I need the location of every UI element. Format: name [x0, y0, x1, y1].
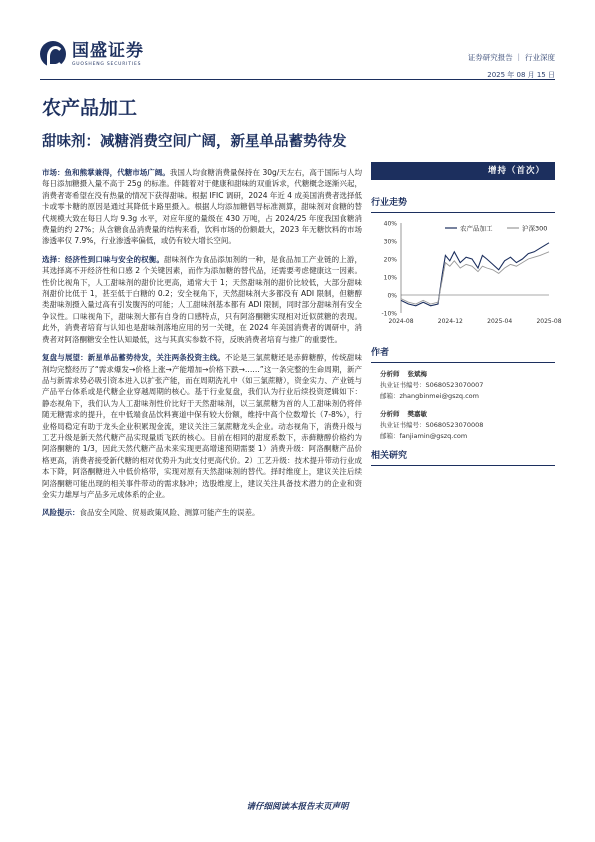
- report-type: 证券研究报告 ｜ 行业深度: [467, 53, 555, 62]
- analyst-1-role: [371, 369, 555, 380]
- analyst-email[interactable]: zhangbinmei@gszq.com: [399, 391, 479, 400]
- cert-number: S0680523070008: [425, 421, 484, 430]
- rating-badge: 增持（首次）: [371, 162, 555, 180]
- analyst-2-email: [371, 431, 555, 442]
- series-line-1: [401, 243, 549, 306]
- paragraph-selection: [42, 254, 362, 345]
- x-tick-label: 2024-12: [437, 318, 463, 325]
- logo-icon: [40, 41, 66, 67]
- header-divider: [40, 79, 555, 80]
- analyst-2-cert: [371, 420, 555, 431]
- paragraph-risk: [42, 507, 362, 518]
- cert-number: S0680523070007: [425, 380, 484, 389]
- paragraph-lead: 选择：经济性到口味与安全的权衡。: [42, 254, 164, 264]
- trend-chart: [371, 217, 562, 331]
- trend-title: 行业走势: [371, 195, 555, 213]
- paragraph-text: 食品安全风险、贸易政策风险、测算可能产生的误差。: [79, 508, 260, 518]
- x-tick-label: 2025-04: [487, 318, 513, 325]
- x-tick-label: 2025-08: [536, 318, 562, 325]
- x-tick-label: 2024-08: [388, 318, 414, 325]
- analyst-title: 作者: [371, 345, 555, 363]
- paragraph-market: [42, 167, 362, 247]
- logo-cn: 国盛证券: [72, 40, 144, 61]
- email-label: 邮箱：: [380, 431, 400, 440]
- y-tick-label: 40%: [383, 220, 397, 228]
- analyst-email[interactable]: fanjiamin@gszq.com: [399, 431, 468, 440]
- cert-label: 执业证书编号：: [380, 380, 426, 389]
- report-headline: 甜味剂：减糖消费空间广阔，新星单品蓄势待发: [42, 133, 347, 150]
- brand-logo: [40, 41, 144, 67]
- paragraph-lead: 复盘与展望：新星单品蓄势待发，关注两条投资主线。: [42, 353, 225, 363]
- logo-en: GUOSHENG SECURITIES: [72, 61, 142, 67]
- footer-disclaimer: 请仔细阅读本报告末页声明: [246, 802, 349, 812]
- series-line-2: [401, 252, 549, 304]
- y-tick-label: 10%: [383, 274, 397, 282]
- related-title: 相关研究: [371, 448, 555, 466]
- industry-title: 农产品加工: [42, 97, 138, 119]
- y-tick-label: 30%: [383, 238, 397, 246]
- legend-label: 农产品加工: [460, 224, 493, 233]
- y-tick-label: 20%: [383, 256, 397, 264]
- paragraph-text: 我国人均食糖消费量保持在 30g/天左右，高于国际与人均每日添加糖摄入量不高于 25g 的标准。伴随着对于健康和甜味的双重诉求，代糖概念逐渐兴起，消费者寄希望在没有热量的情况下获得甜味。根据 IFIC 调研，2024 年近 4 成美国消费者选择低卡或零卡糖的原因是通过其降低卡路里摄入。根据人均添加糖倡导标准测算，甜味剂对食糖的替代规模大致在每日人均 9.3g 水平，对应年度的量级在 430 万吨，占 2024/25 年度我国食糖消费量的约 27%；从含糖食品消费量的结构来看，饮料市场的份额最大，2023 年无糖饮料的市场渗透率仅 7.9%，行业渗透率偏低，或仍有较大增长空间。: [42, 168, 362, 246]
- cert-label: 执业证书编号：: [380, 421, 426, 430]
- paragraph-text: 不论是三氯蔗糖还是赤藓糖醇，传统甜味剂均完整经历了“需求爆发→价格上涨→产能增加→价格下跌→……”这一条完整的生命周期，新产品与新需求势必吸引资本进入以扩张产能，而在周期洗礼中（如三氯蔗糖），资金实力、产业链与产品平台体系或是代糖企业穿越周期的核心。基于行业复盘，我们认为行业后续投资逻辑如下：静态视角下，我们认为人工甜味剂性价比好于天然甜味剂，以三氯蔗糖为首的人工甜味剂仍将伴随无糖需求的提升，在中低端食品饮料赛道中保有较大份额，维持中高个位数增长（7-8%），行业格局稳定有助于龙头企业积累现金流，建议关注三氯蔗糖龙头企业。动态视角下，消费升级与工艺升级是新天然代糖产品实现量质飞跃的核心。目前在相同的甜度系数下，赤藓糖醇价格约为阿洛酮糖的 1/3，因此天然代糖产品未来实现更高增速预期需要 1）消费升级：阿洛酮糖产品价格更高，消费者接受新代糖的相对优势升为此支付更高代价。2）工艺升级：技术提升带动行业成本下降，阿洛酮糖进入中低价格带，实现对原有天然甜味剂的替代。择时维度上，建议关注后续阿洛酮糖可能出现的相关事件带动的需求脉冲；选股维度上，建议关注具备技术潜力的企业和资金实力雄厚与产品多元成体系的企业。: [42, 353, 363, 499]
- report-date: 2025 年 08 月 15 日: [487, 71, 555, 79]
- paragraph-text: 甜味剂作为食品添加剂的一种，是食品加工产业链的上游，其选择离不开经济性和口感 2 个关键因素，而作为添加糖的替代品，还需要考虑健康这一因素。性价比视角下，人工甜味剂的甜价比更高，通常大于 1；天然甜味剂的甜价比较低，大部分甜味剂甜价比低于 1，甚至低于白糖的 0.2；安全视角下，天然甜味剂大多都没有 ADI 限制，但糖醇类甜味剂摄入量过高有引发腹泻的可能；人工甜味剂基本都有 ADI 限制，同时部分甜味剂有安全争议性。口味视角下，甜味剂大都有自身的口感特点，只有阿洛酮糖实现相对近似蔗糖的表现。此外，消费者培育与认知也是甜味剂落地应用的另一关键，在 2024 年美国消费者的调研中，消费者对阿洛酮糖安全性认知最低，这与其真实参数不符，反映消费者培育与推广的重要性。: [42, 254, 363, 344]
- analyst-1-cert: [371, 380, 555, 391]
- trend-chart-svg: [371, 217, 562, 327]
- analyst-role: 分析师: [380, 370, 400, 378]
- paragraph-lead: 风险提示：: [42, 508, 80, 518]
- analyst-name: 张斌梅: [407, 370, 427, 378]
- logo-text: [72, 42, 144, 67]
- analyst-1-email: [371, 391, 555, 402]
- analyst-name: 樊嘉敏: [407, 410, 427, 419]
- legend-label: 沪深300: [522, 224, 548, 233]
- analyst-role: 分析师: [380, 410, 400, 419]
- sidebar: [371, 162, 562, 466]
- y-tick-label: 0%: [387, 292, 397, 300]
- paragraph-lead: 市场：鱼和熊掌兼得，代糖市场广阔。: [42, 168, 170, 177]
- y-tick-label: -10%: [381, 310, 397, 318]
- email-label: 邮箱：: [380, 391, 400, 400]
- main-content: [42, 167, 362, 526]
- analyst-2-role: [371, 409, 555, 420]
- paragraph-outlook: [42, 352, 362, 500]
